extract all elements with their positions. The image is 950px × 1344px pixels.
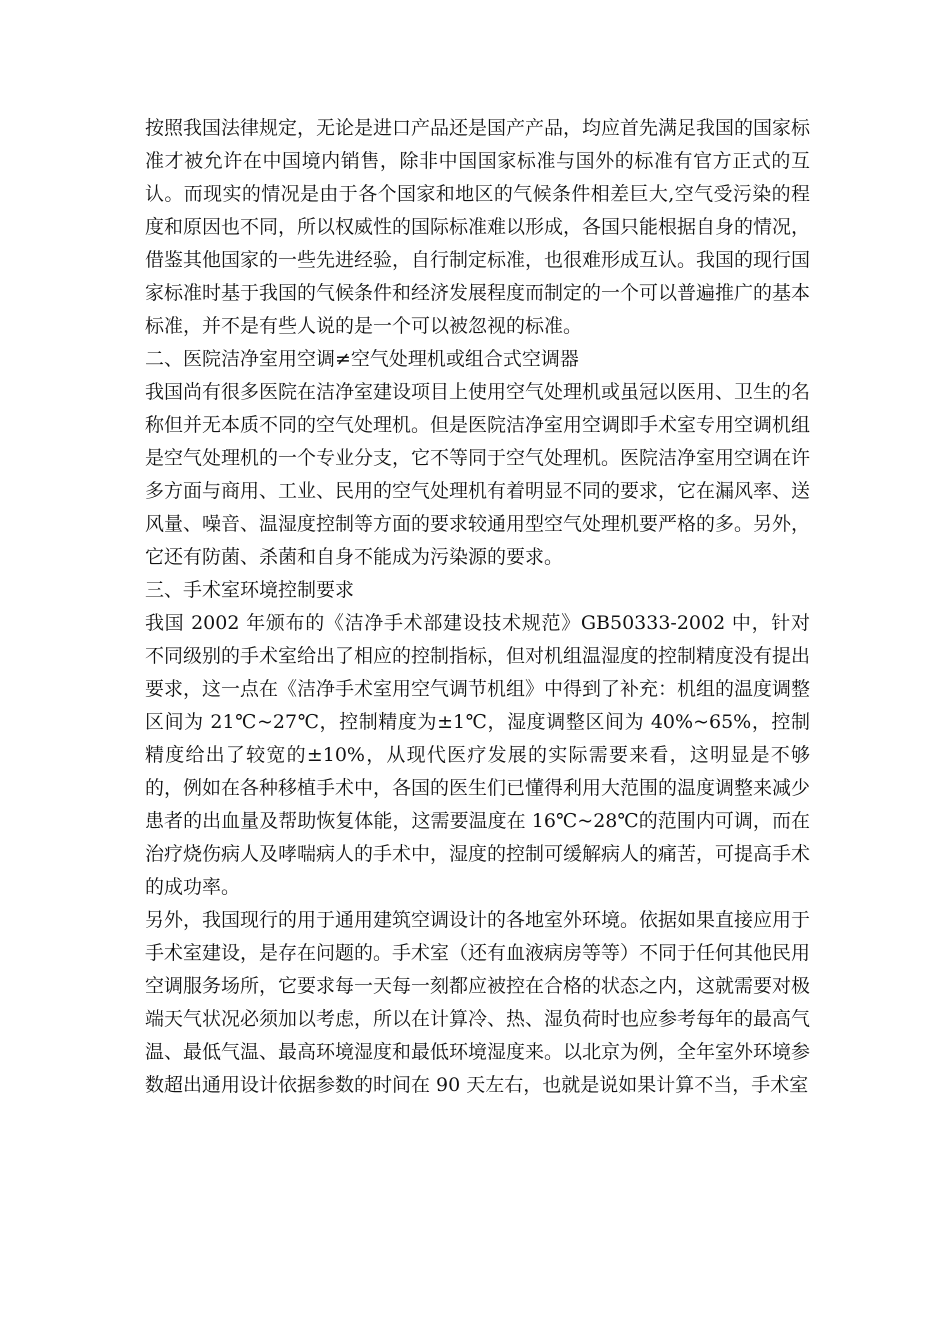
paragraph-standards: 按照我国法律规定，无论是进口产品还是国产产品，均应首先满足我国的国家标准才被允许在中国境内销售，除非中国国家标准与国外的标准有官方正式的互认。而现实的情况是由于各个国家和地区的气候条件相差巨大,空气受污染的程度和原因也不同，所以权威性的国际标准难以形成，各国只能根据自身的情况，借鉴其他国家的一些先进经验，自行制定标准，也很难形成互认。我国的现行国家标准时基于我国的气候条件和经济发展程度而制定的一个可以普遍推广的基本标准，并不是有些人说的是一个可以被忽视的标准。: [145, 117, 811, 337]
section-heading-3: 三、手术室环境控制要求: [145, 579, 355, 601]
paragraph-outdoor-environment: 另外，我国现行的用于通用建筑空调设计的各地室外环境。依据如果直接应用于手术室建设，是存在问题的。手术室（还有血液病房等等）不同于任何其他民用空调服务场所，它要求每一天每一刻都应被控在合格的状态之内，这就需要对极端天气状况必须加以考虑，所以在计算冷、热、湿负荷时也应参考每年的最高气温、最低气温、最高环境湿度和最低环境湿度来。以北京为例，全年室外环境参数超出通用设计依据参数的时间在 90 天左右，也就是说如果计算不当，手术室: [145, 909, 811, 1096]
document-body: [145, 112, 810, 1102]
paragraph-control-requirements: 我国 2002 年颁布的《洁净手术部建设技术规范》GB50333-2002 中，针对不同级别的手术室给出了相应的控制指标，但对机组温湿度的控制精度没有提出要求，这一点在《洁净手术室用空气调节机组》中得到了补充：机组的温度调整区间为 21℃~27℃，控制精度为±1℃，湿度调整区间为 40%~65%，控制精度给出了较宽的±10%，从现代医疗发展的实际需要来看，这明显是不够的，例如在各种移植手术中，各国的医生们已懂得利用大范围的温度调整来减少患者的出血量及帮助恢复体能，这需要温度在 16℃~28℃的范围内可调，而在治疗烧伤病人及哮喘病人的手术中，湿度的控制可缓解病人的痛苦，可提高手术的成功率。: [145, 612, 811, 898]
section-heading-2: 二、医院洁净室用空调≠空气处理机或组合式空调器: [145, 348, 579, 370]
paragraph-air-handler: 我国尚有很多医院在洁净室建设项目上使用空气处理机或虽冠以医用、卫生的名称但并无本质不同的空气处理机。但是医院洁净室用空调即手术室专用空调机组是空气处理机的一个专业分支，它不等同于空气处理机。医院洁净室用空调在许多方面与商用、工业、民用的空气处理机有着明显不同的要求，它在漏风率、送风量、噪音、温湿度控制等方面的要求较通用型空气处理机要严格的多。另外，它还有防菌、杀菌和自身不能成为污染源的要求。: [145, 381, 811, 568]
